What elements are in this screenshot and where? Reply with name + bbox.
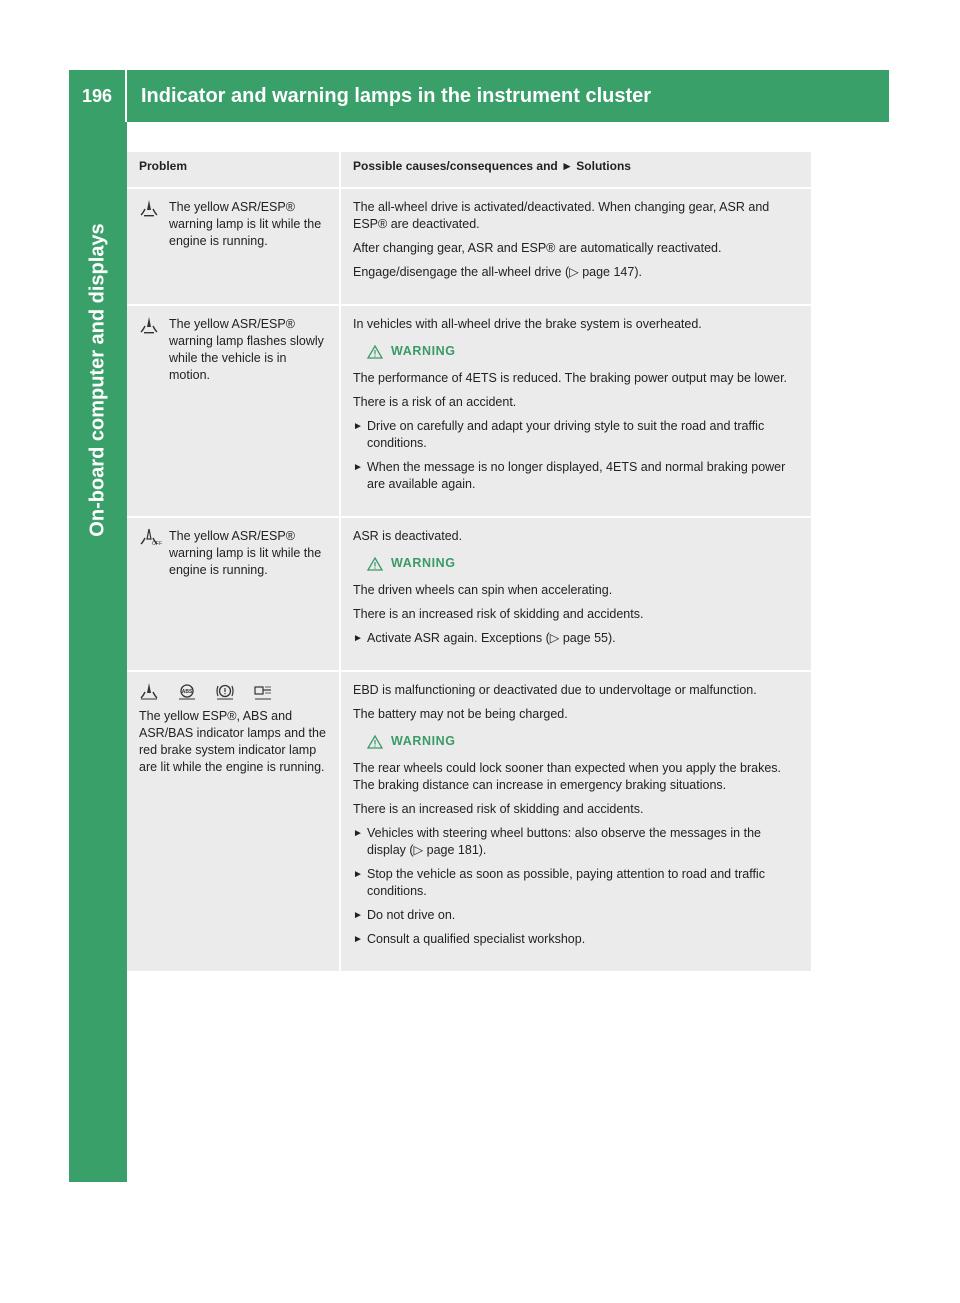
warning-heading <box>367 733 799 750</box>
action-step <box>353 931 799 948</box>
solution-text: There is an increased risk of skidding and accidents. <box>353 607 644 621</box>
solution-text: ASR is deactivated. <box>353 529 463 543</box>
action-step <box>353 630 799 647</box>
warning-label: WARNING <box>391 734 456 748</box>
column-header-problem: Problem <box>127 152 340 188</box>
action-text: Drive on carefully and adapt your driving style to suit the road and traffic conditions. <box>367 419 765 450</box>
indicator-icons <box>139 682 329 700</box>
solution-text: EBD is malfunctioning or deactivated due to undervoltage or malfunction. <box>353 683 757 697</box>
warning-heading <box>367 343 799 360</box>
problem-text: The yellow ASR/ESP® warning lamp is lit while the engine is running. <box>169 529 322 577</box>
skid-warning-icon <box>139 199 159 217</box>
solution-text: The battery may not be being charged. <box>353 707 568 721</box>
problem-text: The yellow ASR/ESP® warning lamp is lit while the engine is running. <box>169 200 322 248</box>
action-arrow-icon: ► <box>353 910 363 921</box>
brake-system-icon <box>215 682 235 700</box>
solution-text: The driven wheels can spin when accelerating. <box>353 583 613 597</box>
warning-triangle-icon <box>367 557 383 571</box>
solution-text: The rear wheels could lock sooner than expected when you apply the brakes. The braking distance can increase in emergency braking situations. <box>353 761 782 792</box>
problem-cell <box>127 517 340 671</box>
action-step <box>353 866 799 900</box>
page-header <box>69 70 889 122</box>
solution-cell <box>340 305 811 517</box>
action-arrow-icon: ► <box>353 421 363 432</box>
solution-text: In vehicles with all-wheel drive the brake system is overheated. <box>353 317 702 331</box>
action-arrow-icon: ► <box>353 934 363 945</box>
action-arrow-icon: ► <box>353 462 363 473</box>
problem-cell <box>127 305 340 517</box>
warning-label: WARNING <box>391 556 456 570</box>
problem-text: The yellow ESP®, ABS and ASR/BAS indicator lamps and the red brake system indicator lamp are lit while the engine is running. <box>139 709 326 774</box>
abs-icon <box>177 682 197 700</box>
table-row <box>127 671 811 972</box>
problem-cell <box>127 671 340 972</box>
section-label: On-board computer and displays <box>86 223 109 537</box>
table-row <box>127 305 811 517</box>
column-header-solutions: Possible causes/consequences and ► Solutions <box>340 152 811 188</box>
page-title: Indicator and warning lamps in the instrument cluster <box>141 84 652 107</box>
table-row <box>127 188 811 305</box>
warning-triangle-icon <box>367 345 383 359</box>
svg-text:OFF: OFF <box>152 541 162 547</box>
svg-text:ABS: ABS <box>181 689 193 695</box>
table-header-row <box>127 152 811 188</box>
solution-text: The performance of 4ETS is reduced. The braking power output may be lower. <box>353 371 788 385</box>
action-text: Activate ASR again. Exceptions (▷ page 55). <box>367 631 616 645</box>
skid-warning-icon <box>139 316 159 334</box>
solution-cell <box>340 517 811 671</box>
action-text: Stop the vehicle as soon as possible, paying attention to road and traffic conditions. <box>367 867 765 898</box>
bas-icon <box>253 682 273 700</box>
action-arrow-icon: ► <box>353 869 363 880</box>
problem-cell <box>127 188 340 305</box>
action-text: When the message is no longer displayed, 4ETS and normal braking power are available again. <box>367 460 786 491</box>
esp-icon <box>139 682 159 700</box>
action-step <box>353 825 799 859</box>
warning-label: WARNING <box>391 344 456 358</box>
esp-off-icon <box>139 528 162 547</box>
solution-cell <box>340 188 811 305</box>
page-number: 196 <box>69 70 127 122</box>
solution-text: There is a risk of an accident. <box>353 395 517 409</box>
action-step <box>353 418 799 452</box>
problem-solution-table <box>127 152 811 973</box>
action-arrow-icon: ► <box>353 633 363 644</box>
solution-text: After changing gear, ASR and ESP® are automatically reactivated. <box>353 241 722 255</box>
action-step <box>353 907 799 924</box>
action-step <box>353 459 799 493</box>
action-text: Do not drive on. <box>367 908 456 922</box>
solution-text: Engage/disengage the all-wheel drive (▷ page 147). <box>353 265 642 279</box>
warning-heading <box>367 555 799 572</box>
solution-text: The all-wheel drive is activated/deactivated. When changing gear, ASR and ESP® are deactivated. <box>353 200 770 231</box>
problem-text: The yellow ASR/ESP® warning lamp flashes slowly while the vehicle is in motion. <box>169 317 324 382</box>
action-text: Consult a qualified specialist workshop. <box>367 932 586 946</box>
action-text: Vehicles with steering wheel buttons: also observe the messages in the display (▷ page 181). <box>367 826 761 857</box>
table-row <box>127 517 811 671</box>
action-arrow-icon: ► <box>353 828 363 839</box>
solution-text: There is an increased risk of skidding and accidents. <box>353 802 644 816</box>
solution-cell <box>340 671 811 972</box>
warning-triangle-icon <box>367 735 383 749</box>
